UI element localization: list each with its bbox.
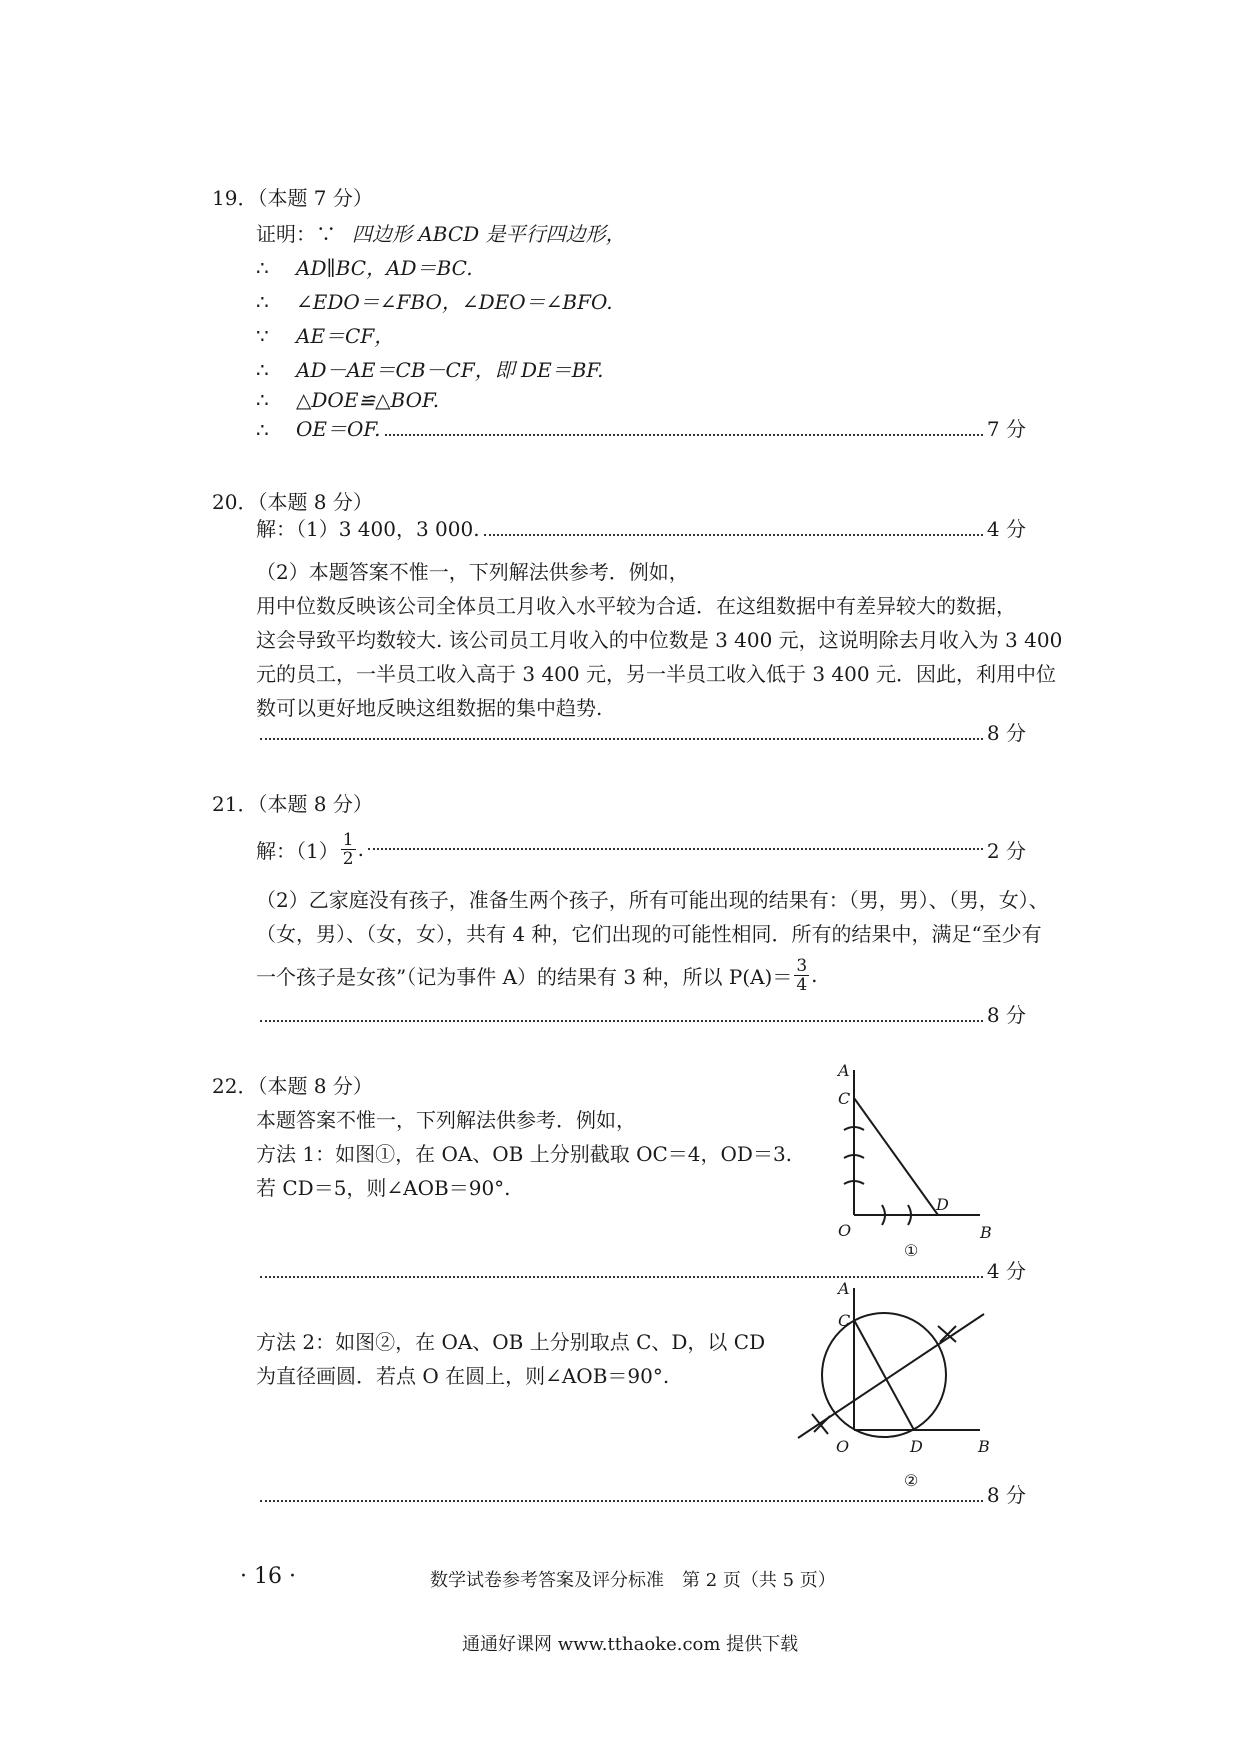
- fig2-label-o: O: [836, 1437, 850, 1456]
- q20-header: 20．（本题 8 分）: [212, 490, 373, 514]
- fig2-diameter-cd: [854, 1320, 914, 1430]
- q19-line-2-sym: ∴: [256, 256, 269, 280]
- fig2-label-b: B: [978, 1437, 990, 1456]
- q21-part2-3: [256, 955, 818, 995]
- q19-line-6-sym: ∴: [256, 388, 269, 412]
- q21-part1-fraction: [341, 831, 356, 868]
- q21-score-line: [256, 1003, 1026, 1028]
- score-leader: [368, 848, 983, 850]
- q21-part1-prefix: 解：（1）: [256, 838, 339, 863]
- q19-line-4-sym: ∵: [256, 324, 269, 348]
- q21-part1-num: 1: [342, 829, 354, 850]
- q22-header: 22．（本题 8 分）: [212, 1074, 373, 1098]
- q19-line-5: [256, 354, 604, 383]
- q21-part2-suffix: .: [811, 963, 818, 987]
- figure-2-circle-construction: [780, 1280, 1010, 1500]
- q21-score: 8 分: [986, 1003, 1026, 1027]
- score-leader: [260, 738, 983, 740]
- q21-part1: [256, 829, 1026, 869]
- q19-line-4: [256, 320, 394, 349]
- fig1-label-a: A: [838, 1061, 850, 1080]
- score-leader: [260, 1276, 983, 1278]
- q21-header: 21．（本题 8 分）: [212, 792, 373, 816]
- q19-line-7-sym: ∴: [256, 418, 269, 442]
- fig2-label-d: D: [910, 1437, 923, 1456]
- q19-line-2-text: AD∥BC，AD＝BC.: [296, 256, 473, 280]
- q20-part1-text: 解：（1）3 400，3 000.: [256, 517, 480, 541]
- q20-para-1: 用中位数反映该公司全体员工月收入水平较为合适．在这组数据中有差异较大的数据，: [256, 594, 1016, 618]
- q21-part1-score: 2 分: [986, 838, 1026, 863]
- q21-part1-suffix: .: [357, 837, 364, 861]
- q20-part1-score: 4 分: [986, 517, 1026, 541]
- q19-line-6: [256, 388, 439, 412]
- q20-part1: [256, 517, 1026, 542]
- score-leader: [484, 534, 983, 536]
- q19-line-1-text: 四边形 ABCD 是平行四边形，: [352, 222, 626, 246]
- q19-header: 19．（本题 7 分）: [212, 186, 373, 210]
- q19-line-5-sym: ∴: [256, 358, 269, 382]
- q19-line-7: [256, 417, 1026, 442]
- q22-score: 8 分: [986, 1483, 1026, 1507]
- fig2-label-c: C: [838, 1311, 851, 1330]
- score-leader: [260, 1500, 983, 1502]
- q22-m1-2: 若 CD＝5，则∠AOB＝90°.: [256, 1176, 511, 1200]
- q20-para-4: 数可以更好地反映这组数据的集中趋势.: [256, 696, 603, 720]
- q20-para-2: 这会导致平均数较大. 该公司员工月收入的中位数是 3 400 元，这说明除去月收入为 3 400: [256, 628, 1063, 652]
- q21-part2-3-text: 一个孩子是女孩”（记为事件 A）的结果有 3 种，所以 P(A)＝: [256, 964, 793, 989]
- page-number: · 16 ·: [240, 1564, 296, 1589]
- q21-part2-den: 4: [796, 974, 808, 995]
- fig2-label-a: A: [838, 1280, 850, 1298]
- fig2-caption: ②: [904, 1471, 919, 1490]
- fig1-label-o: O: [838, 1221, 852, 1240]
- q19-line-3-sym: ∴: [256, 290, 269, 314]
- q19-line-3: [256, 286, 613, 315]
- q19-line-3-text: ∠EDO＝∠FBO，∠DEO＝∠BFO.: [296, 290, 613, 314]
- figure-1-right-angle-construction: [820, 1060, 1010, 1260]
- score-leader: [260, 1020, 983, 1022]
- fig1-label-d: D: [936, 1195, 949, 1214]
- q19-line-4-text: AE＝CF，: [296, 324, 395, 348]
- fig1-label-c: C: [838, 1089, 851, 1108]
- watermark-text: 通通好课网 www.tthaoke.com 提供下载: [462, 1634, 799, 1655]
- q21-part2-2: （女，男）、（女，女），共有 4 种，它们出现的可能性相同．所有的结果中，满足“至少有: [256, 922, 1042, 946]
- q20-score-line: [256, 721, 1026, 746]
- q22-m2-2: 为直径画圆．若点 O 在圆上，则∠AOB＝90°.: [256, 1364, 670, 1388]
- q20-part2-intro: （2）本题答案不惟一，下列解法供参考．例如，: [256, 560, 689, 584]
- q19-line-1-sym: 证明：∵: [256, 222, 336, 246]
- fig1-segment-cd: [854, 1098, 938, 1215]
- score-leader: [385, 434, 983, 436]
- q19-line-1: [256, 218, 626, 247]
- q21-part2-num: 3: [796, 955, 808, 976]
- q22-m2-1: 方法 2：如图②，在 OA、OB 上分别取点 C、D，以 CD: [256, 1330, 766, 1354]
- q20-para-3: 元的员工，一半员工收入高于 3 400 元，另一半员工收入低于 3 400 元．因此，利用中位: [256, 662, 1056, 686]
- q21-part2-1: （2）乙家庭没有孩子，准备生两个孩子，所有可能出现的结果有：（男，男）、（男，女）、: [256, 888, 1049, 912]
- q19-line-2: [256, 252, 473, 281]
- q22-m1-1: 方法 1：如图①，在 OA、OB 上分别截取 OC＝4，OD＝3.: [256, 1142, 793, 1166]
- q19-score: 7 分: [986, 417, 1026, 441]
- fig1-label-b: B: [980, 1223, 992, 1242]
- q22-intro: 本题答案不惟一，下列解法供参考．例如，: [256, 1108, 636, 1132]
- q22-m1-score: 4 分: [986, 1259, 1026, 1283]
- q21-part1-den: 2: [342, 848, 354, 869]
- q19-line-6-text: △DOE≌△BOF.: [296, 388, 440, 412]
- footer-title: 数学试卷参考答案及评分标准 第 2 页（共 5 页）: [430, 1570, 836, 1591]
- q21-part2-fraction: [794, 957, 809, 994]
- fig1-caption: ①: [904, 1241, 919, 1260]
- q19-line-7-text: OE＝OF.: [296, 417, 381, 441]
- q20-score: 8 分: [986, 721, 1026, 745]
- fig2-cross-mark: [812, 1414, 830, 1434]
- q19-line-5-text: AD－AE＝CB－CF，即 DE＝BF.: [296, 358, 604, 382]
